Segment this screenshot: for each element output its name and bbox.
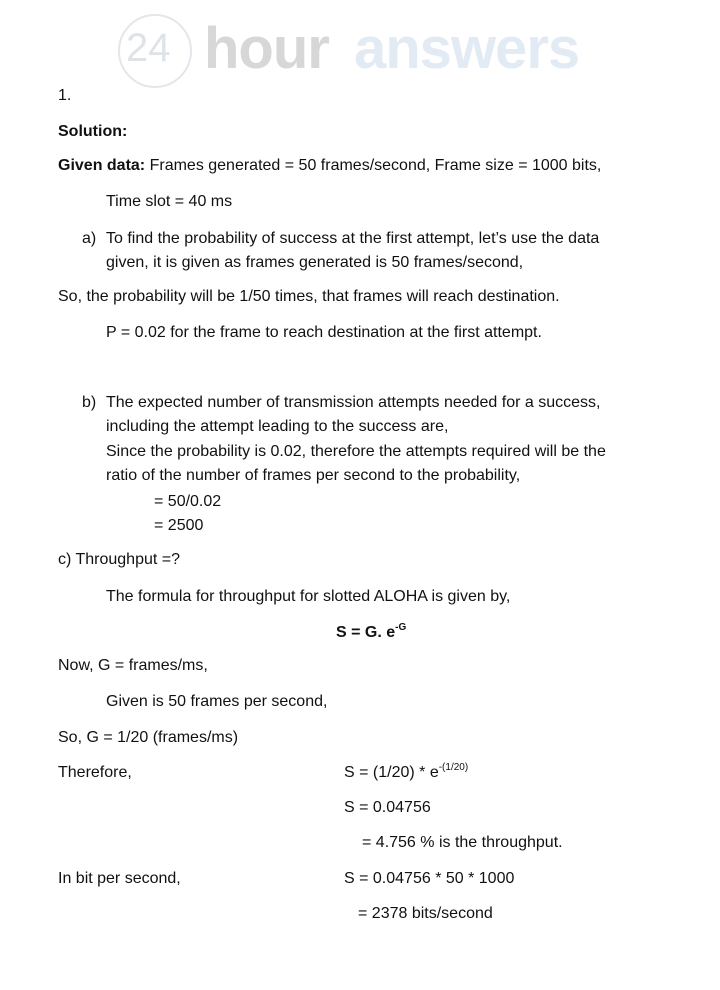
s-equation-exponent: -(1/20) xyxy=(438,761,469,773)
logo-word-dark: hour xyxy=(204,16,329,81)
s-equation: $S = (1/20) * e^{-(1/20)}$ xyxy=(344,761,469,781)
part-b-calc-1: = 50/0.02 xyxy=(154,493,222,510)
part-b-line-1: The expected number of transmission attempts needed for a success, xyxy=(106,394,601,411)
time-slot-line: Time slot = 40 ms xyxy=(106,193,233,210)
question-number: 1. xyxy=(58,87,72,104)
g-definition: Now, G = frames/ms, xyxy=(58,657,208,674)
part-b-line-2: including the attempt leading to the success are, xyxy=(106,418,449,435)
part-b-marker: b) xyxy=(82,394,97,411)
part-a-so-line: So, the probability will be 1/50 times, that frames will reach destination. xyxy=(58,288,560,305)
logo-word-light: answers xyxy=(354,16,580,81)
watermark-logo xyxy=(118,10,598,84)
throughput-formula: S = G. $e^{-G}$ xyxy=(336,621,407,641)
part-c-formula-intro: The formula for throughput for slotted ALOHA is given by, xyxy=(106,588,511,605)
given-rate-line: Given is 50 frames per second, xyxy=(106,693,328,710)
bps-equation: S = 0.04756 * 50 * 1000 xyxy=(344,870,515,887)
logo-number: 24 xyxy=(126,26,171,70)
part-a-line-2: given, it is given as frames generated is 50 frames/second, xyxy=(106,254,524,271)
part-b-line-3: Since the probability is 0.02, therefore the attempts required will be the xyxy=(106,443,606,460)
throughput-formula-exponent: -G xyxy=(395,621,407,633)
therefore-label: Therefore, xyxy=(58,764,132,781)
part-a-line-1: To find the probability of success at the first attempt, let’s use the data xyxy=(106,230,600,247)
s-value-line: S = 0.04756 xyxy=(344,799,431,816)
part-b-calc-2: = 2500 xyxy=(154,517,204,534)
part-a-marker: a) xyxy=(82,230,97,247)
part-a-result: P = 0.02 for the frame to reach destination at the first attempt. xyxy=(106,324,542,341)
bps-label: In bit per second, xyxy=(58,870,181,887)
part-b-line-4: ratio of the number of frames per second to the probability, xyxy=(106,467,521,484)
s-percent-line: = 4.756 % is the throughput. xyxy=(362,834,563,851)
given-data-line xyxy=(58,156,601,176)
solution-heading: Solution: xyxy=(58,123,128,140)
given-data-label: Given data: xyxy=(58,157,146,174)
g-value-line: So, G = 1/20 (frames/ms) xyxy=(58,729,239,746)
bps-result: = 2378 bits/second xyxy=(358,905,493,922)
given-data-text: Frames generated = 50 frames/second, Frame size = 1000 bits, xyxy=(145,157,602,174)
part-c-heading: c) Throughput =? xyxy=(58,551,181,568)
